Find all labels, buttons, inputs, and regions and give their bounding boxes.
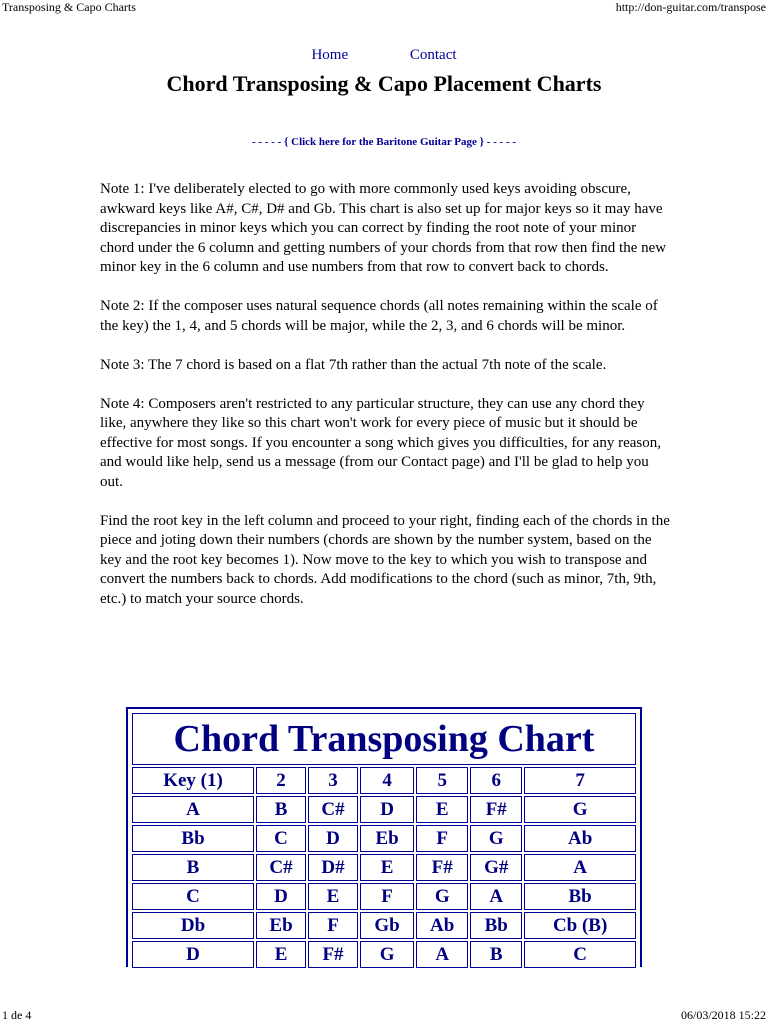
table-row: [132, 883, 636, 910]
header-cell: Key (1): [132, 767, 254, 794]
header-cell: 4: [360, 767, 414, 794]
header-cell: 3: [308, 767, 358, 794]
chord-cell: C#: [256, 854, 306, 881]
chord-cell: D: [360, 796, 414, 823]
chord-cell: A: [416, 941, 468, 968]
note-2: Note 2: If the composer uses natural sequence chords (all notes remaining within the scale of the key) the 1, 4, and 5 chords will be major, while the 2, 3, and 6 chords will be minor.: [100, 298, 658, 334]
notes-section: [100, 180, 670, 629]
header-cell: 6: [470, 767, 522, 794]
chord-cell: C#: [308, 796, 358, 823]
chord-cell: Ab: [416, 912, 468, 939]
page-title: Chord Transposing & Capo Placement Charts: [166, 71, 602, 96]
chord-cell: B: [470, 941, 522, 968]
chord-cell: Db: [132, 912, 254, 939]
chart-header-row: [132, 767, 636, 794]
chord-cell: Gb: [360, 912, 414, 939]
page-counter: 1 de 4: [2, 1008, 32, 1022]
chord-cell: E: [256, 941, 306, 968]
chord-cell: B: [132, 854, 254, 881]
chord-cell: G: [360, 941, 414, 968]
chord-cell: C: [132, 883, 254, 910]
print-timestamp: 06/03/2018 15:22: [680, 1008, 766, 1022]
chord-cell: F: [360, 883, 414, 910]
chord-cell: D#: [308, 854, 358, 881]
chord-cell: D: [132, 941, 254, 968]
chart-table: [130, 711, 638, 970]
baritone-link-line: [0, 136, 768, 148]
chord-cell: F: [308, 912, 358, 939]
contact-link[interactable]: Contact: [409, 47, 457, 63]
chord-cell: E: [308, 883, 358, 910]
chord-cell: A: [524, 854, 636, 881]
chord-cell: Cb (B): [524, 912, 636, 939]
top-nav: [0, 47, 768, 64]
header-cell: 7: [524, 767, 636, 794]
chord-cell: F#: [416, 854, 468, 881]
chord-cell: B: [256, 796, 306, 823]
chord-cell: Bb: [470, 912, 522, 939]
table-row: [132, 825, 636, 852]
chord-cell: D: [256, 883, 306, 910]
chord-cell: Bb: [524, 883, 636, 910]
baritone-guitar-link[interactable]: - - - - - { Click here for the Baritone Guitar Page } - - - - -: [251, 136, 517, 148]
print-header-title: Transposing & Capo Charts: [2, 0, 136, 14]
table-row: [132, 796, 636, 823]
chord-cell: C: [256, 825, 306, 852]
chord-cell: E: [360, 854, 414, 881]
chord-cell: E: [416, 796, 468, 823]
header-cell: 5: [416, 767, 468, 794]
chord-cell: Eb: [360, 825, 414, 852]
chord-cell: F#: [308, 941, 358, 968]
chord-cell: G: [470, 825, 522, 852]
table-row: [132, 854, 636, 881]
print-header-url: http://don-guitar.com/transpose: [615, 0, 766, 14]
chord-cell: Eb: [256, 912, 306, 939]
home-link[interactable]: Home: [311, 47, 349, 63]
chord-cell: G: [524, 796, 636, 823]
chord-cell: F: [416, 825, 468, 852]
header-cell: 2: [256, 767, 306, 794]
table-row: [132, 912, 636, 939]
note-4: Note 4: Composers aren't restricted to any particular structure, they can use any chord they like, anywhere they like so this chart won't work for every piece of music but it should be effective for most songs. If you encounter a song which gives you difficulties, for any reason, and would like help, send us a message (from our Contact page) and I'll be glad to help you out.: [100, 395, 661, 490]
chord-cell: Bb: [132, 825, 254, 852]
chart-title: Chord Transposing Chart: [132, 713, 636, 765]
table-row: [132, 941, 636, 968]
chord-cell: G: [416, 883, 468, 910]
chord-cell: F#: [470, 796, 522, 823]
chord-cell: G#: [470, 854, 522, 881]
chord-cell: Ab: [524, 825, 636, 852]
note-3: Note 3: The 7 chord is based on a flat 7th rather than the actual 7th note of the scale.: [100, 356, 607, 373]
chord-cell: D: [308, 825, 358, 852]
chord-transposing-chart: [126, 707, 642, 967]
chord-cell: A: [132, 796, 254, 823]
instructions: Find the root key in the left column and proceed to your right, finding each of the chords in the piece and joting down their numbers (chords are shown by the number system, based on the key and the root key becomes 1). Now move to the key to which you wish to transpose and convert the numbers back to chords. Add modifications to the chord (such as minor, 7th, 9th, etc.) to match your source chords.: [100, 512, 670, 607]
chord-cell: A: [470, 883, 522, 910]
note-1: Note 1: I've deliberately elected to go with more commonly used keys avoiding obscure, awkward keys like A#, C#, D# and Gb. This chart is also set up for major keys so it may have discrepancies in minor keys which you can correct by finding the root note of your minor chord under the 6 column and getting numbers of your chords from that row then find the new minor key in the 6 column and use numbers from that row to convert back to chords.: [100, 181, 667, 275]
chord-cell: C: [524, 941, 636, 968]
